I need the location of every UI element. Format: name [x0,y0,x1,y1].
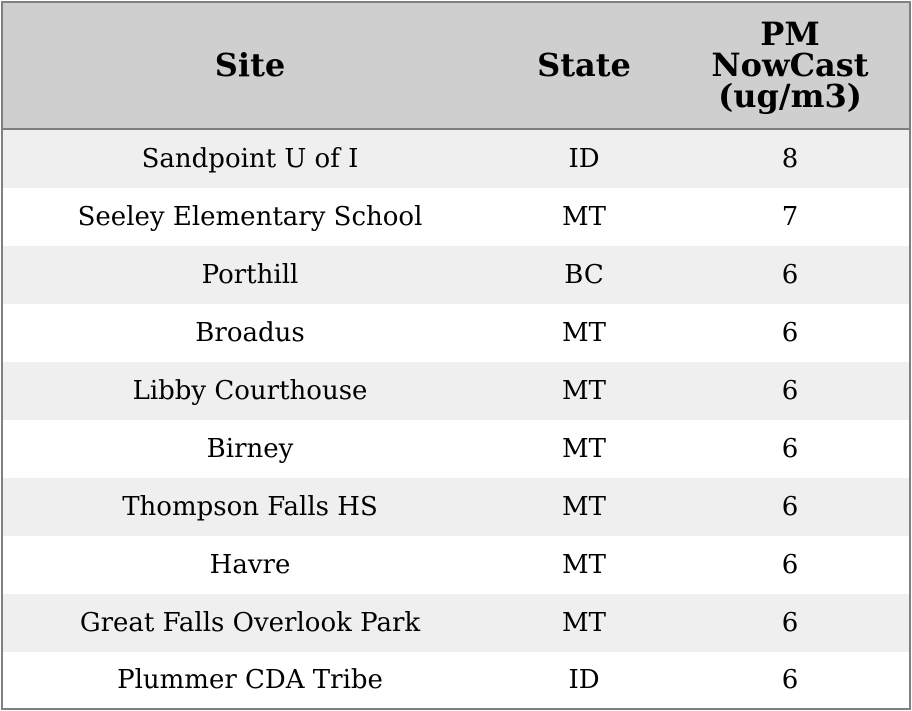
cell-site: Thompson Falls HS [3,478,497,536]
cell-pm: 6 [671,652,909,708]
pm-nowcast-table [3,3,909,708]
pm-header-line-3: (ug/m3) [718,77,862,115]
cell-site: Plummer CDA Tribe [3,652,497,708]
cell-state: BC [497,246,671,304]
cell-site: Sandpoint U of I [3,129,497,188]
column-header-pm-nowcast [671,3,909,129]
table-header [3,3,909,129]
cell-state: ID [497,129,671,188]
cell-pm: 6 [671,594,909,652]
cell-state: MT [497,536,671,594]
column-header-site: Site [3,3,497,129]
cell-state: MT [497,188,671,246]
table-row [3,188,909,246]
pm-nowcast-table-container [1,1,911,710]
cell-pm: 6 [671,420,909,478]
cell-site: Porthill [3,246,497,304]
cell-state: MT [497,362,671,420]
table-row [3,246,909,304]
cell-state: MT [497,420,671,478]
cell-pm: 6 [671,246,909,304]
cell-pm: 6 [671,304,909,362]
cell-state: ID [497,652,671,708]
table-body [3,129,909,708]
cell-pm: 6 [671,362,909,420]
column-header-state: State [497,3,671,129]
table-row [3,478,909,536]
cell-site: Birney [3,420,497,478]
cell-site: Great Falls Overlook Park [3,594,497,652]
header-row [3,3,909,129]
cell-pm: 6 [671,478,909,536]
table-row [3,304,909,362]
cell-state: MT [497,478,671,536]
cell-state: MT [497,304,671,362]
table-row [3,594,909,652]
cell-site: Seeley Elementary School [3,188,497,246]
pm-header-line-2: NowCast [711,46,869,84]
table-row [3,652,909,708]
pm-header-line-1: PM [760,15,820,53]
table-row [3,129,909,188]
cell-site: Libby Courthouse [3,362,497,420]
table-row [3,362,909,420]
table-row [3,536,909,594]
cell-site: Broadus [3,304,497,362]
cell-pm: 8 [671,129,909,188]
cell-state: MT [497,594,671,652]
table-row [3,420,909,478]
cell-pm: 6 [671,536,909,594]
cell-site: Havre [3,536,497,594]
cell-pm: 7 [671,188,909,246]
